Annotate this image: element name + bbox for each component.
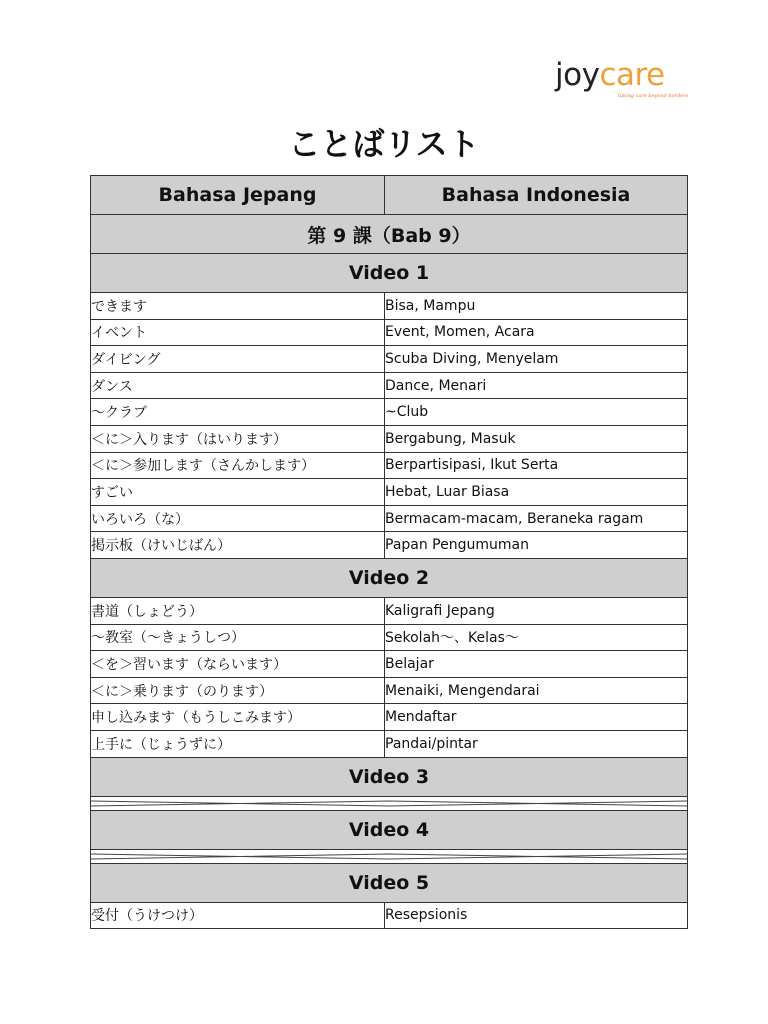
- collapsed-rows-marker: [91, 796, 688, 810]
- vocab-table: [90, 175, 688, 929]
- indonesian-cell: ~Club: [385, 399, 688, 426]
- japanese-cell: ＜に＞乗ります（のります）: [91, 677, 385, 704]
- indonesian-cell: Bisa, Mampu: [385, 293, 688, 320]
- vocab-row: [91, 651, 688, 678]
- indonesian-cell: Scuba Diving, Menyelam: [385, 346, 688, 373]
- vocab-row: [91, 425, 688, 452]
- indonesian-cell: Pandai/pintar: [385, 730, 688, 757]
- japanese-cell: ～クラブ: [91, 399, 385, 426]
- vocab-row: [91, 452, 688, 479]
- header-japanese: Bahasa Jepang: [91, 176, 385, 215]
- vocab-row: [91, 293, 688, 320]
- header-indonesian: Bahasa Indonesia: [385, 176, 688, 215]
- japanese-cell: 申し込みます（もうしこみます）: [91, 704, 385, 731]
- indonesian-cell: Sekolah～、Kelas～: [385, 624, 688, 651]
- vocab-row: [91, 319, 688, 346]
- vocab-row: [91, 597, 688, 624]
- japanese-cell: イベント: [91, 319, 385, 346]
- section-title: Video 3: [91, 757, 688, 796]
- japanese-cell: ＜に＞入ります（はいります）: [91, 425, 385, 452]
- joycare-logo: [555, 57, 689, 104]
- indonesian-cell: Berpartisipasi, Ikut Serta: [385, 452, 688, 479]
- vocab-row: [91, 902, 688, 929]
- vocab-row: [91, 532, 688, 559]
- vocab-row: [91, 399, 688, 426]
- vocab-row: [91, 704, 688, 731]
- indonesian-cell: Bergabung, Masuk: [385, 425, 688, 452]
- indonesian-cell: Mendaftar: [385, 704, 688, 731]
- page-title: ことばリスト: [288, 125, 480, 163]
- header-row: [91, 176, 688, 215]
- vocab-row: [91, 372, 688, 399]
- indonesian-cell: Resepsionis: [385, 902, 688, 929]
- japanese-cell: 掲示板（けいじばん）: [91, 532, 385, 559]
- japanese-cell: ＜を＞習います（ならいます）: [91, 651, 385, 678]
- japanese-cell: 受付（うけつけ）: [91, 902, 385, 929]
- japanese-cell: 上手に（じょうずに）: [91, 730, 385, 757]
- section-row: [91, 810, 688, 849]
- vocab-row: [91, 479, 688, 506]
- section-row: [91, 558, 688, 597]
- lesson-row: [91, 215, 688, 254]
- indonesian-cell: Papan Pengumuman: [385, 532, 688, 559]
- indonesian-cell: Dance, Menari: [385, 372, 688, 399]
- vocab-row: [91, 624, 688, 651]
- lesson-title: 第 9 課（Bab 9）: [91, 215, 688, 254]
- indonesian-cell: Belajar: [385, 651, 688, 678]
- japanese-cell: すごい: [91, 479, 385, 506]
- section-row: [91, 757, 688, 796]
- japanese-cell: いろいろ（な）: [91, 505, 385, 532]
- logo-care: care: [599, 57, 665, 93]
- collapsed-rows: [91, 849, 688, 863]
- section-row: [91, 254, 688, 293]
- logo-wordmark: [555, 57, 675, 93]
- logo-tagline: Taking care beyond borders: [617, 93, 689, 99]
- vocab-row: [91, 677, 688, 704]
- vocab-row: [91, 505, 688, 532]
- section-title: Video 2: [91, 558, 688, 597]
- collapsed-rows: [91, 796, 688, 810]
- japanese-cell: ダイビング: [91, 346, 385, 373]
- indonesian-cell: Hebat, Luar Biasa: [385, 479, 688, 506]
- section-title: Video 5: [91, 863, 688, 902]
- japanese-cell: ＜に＞参加します（さんかします）: [91, 452, 385, 479]
- vocab-row: [91, 346, 688, 373]
- indonesian-cell: Menaiki, Mengendarai: [385, 677, 688, 704]
- logo-joy: joy: [555, 57, 600, 93]
- japanese-cell: 書道（しょどう）: [91, 597, 385, 624]
- indonesian-cell: Kaligrafi Jepang: [385, 597, 688, 624]
- section-title: Video 4: [91, 810, 688, 849]
- japanese-cell: ～教室（～きょうしつ）: [91, 624, 385, 651]
- japanese-cell: できます: [91, 293, 385, 320]
- section-row: [91, 863, 688, 902]
- japanese-cell: ダンス: [91, 372, 385, 399]
- collapsed-rows-marker: [91, 849, 688, 863]
- vocab-row: [91, 730, 688, 757]
- indonesian-cell: Event, Momen, Acara: [385, 319, 688, 346]
- section-title: Video 1: [91, 254, 688, 293]
- indonesian-cell: Bermacam-macam, Beraneka ragam: [385, 505, 688, 532]
